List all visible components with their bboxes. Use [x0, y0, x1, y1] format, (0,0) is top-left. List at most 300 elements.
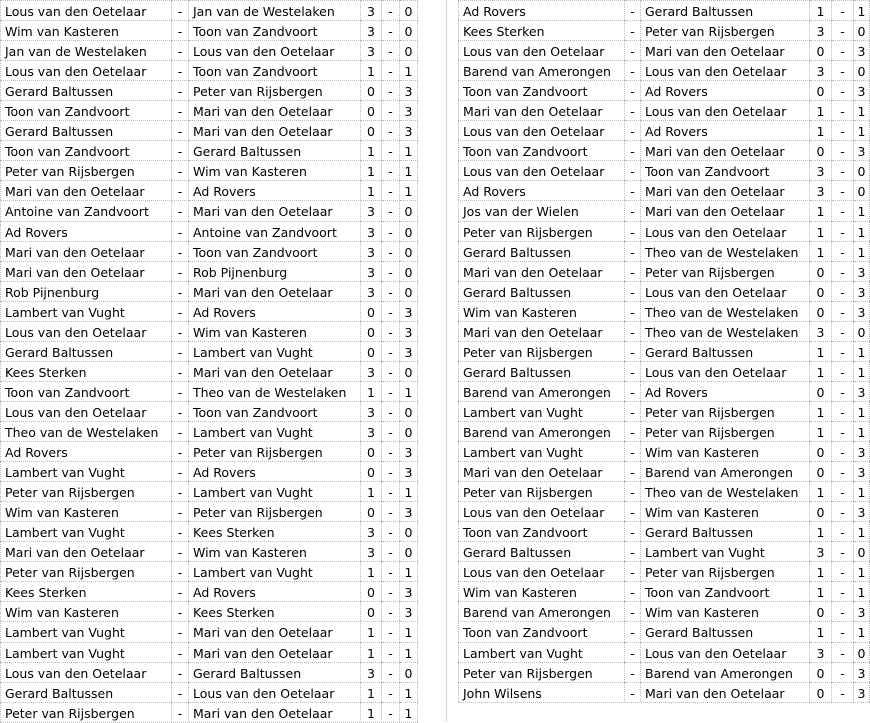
- score-separator-cell[interactable]: -: [382, 341, 400, 361]
- home-score-cell[interactable]: 0: [810, 501, 832, 521]
- home-player-cell[interactable]: Lambert van Vught: [0, 642, 172, 662]
- away-score-cell[interactable]: 1: [854, 120, 870, 140]
- home-player-cell[interactable]: Toon van Zandvoort: [458, 80, 625, 100]
- home-player-cell[interactable]: Ad Rovers: [0, 221, 172, 241]
- away-score-cell[interactable]: 0: [400, 200, 418, 220]
- away-player-cell[interactable]: Peter van Rijsbergen: [641, 401, 810, 421]
- home-player-cell[interactable]: Wim van Kasteren: [0, 501, 172, 521]
- home-score-cell[interactable]: 1: [810, 361, 832, 381]
- home-score-cell[interactable]: 1: [810, 0, 832, 20]
- score-separator-cell[interactable]: -: [832, 40, 854, 60]
- home-score-cell[interactable]: 0: [361, 461, 382, 481]
- away-score-cell[interactable]: 3: [400, 501, 418, 521]
- score-separator-cell[interactable]: -: [382, 281, 400, 301]
- home-player-cell[interactable]: Mari van den Oetelaar: [458, 100, 625, 120]
- away-player-cell[interactable]: Mari van den Oetelaar: [641, 180, 810, 200]
- away-player-cell[interactable]: Jan van de Westelaken: [189, 0, 361, 20]
- home-player-cell[interactable]: Mari van den Oetelaar: [0, 261, 172, 281]
- score-separator-cell[interactable]: -: [382, 361, 400, 381]
- away-score-cell[interactable]: 1: [400, 682, 418, 702]
- home-player-cell[interactable]: Barend van Amerongen: [458, 60, 625, 80]
- away-score-cell[interactable]: 3: [854, 261, 870, 281]
- versus-dash-cell[interactable]: -: [172, 261, 189, 281]
- versus-dash-cell[interactable]: -: [172, 501, 189, 521]
- versus-dash-cell[interactable]: -: [625, 561, 641, 581]
- versus-dash-cell[interactable]: -: [172, 20, 189, 40]
- versus-dash-cell[interactable]: -: [172, 281, 189, 301]
- score-separator-cell[interactable]: -: [382, 581, 400, 601]
- versus-dash-cell[interactable]: -: [625, 682, 641, 702]
- home-player-cell[interactable]: Mari van den Oetelaar: [0, 241, 172, 261]
- home-player-cell[interactable]: Jan van de Westelaken: [0, 40, 172, 60]
- away-player-cell[interactable]: Wim van Kasteren: [189, 160, 361, 180]
- home-score-cell[interactable]: 1: [810, 521, 832, 541]
- away-player-cell[interactable]: Gerard Baltussen: [641, 0, 810, 20]
- versus-dash-cell[interactable]: -: [625, 401, 641, 421]
- home-player-cell[interactable]: Mari van den Oetelaar: [0, 180, 172, 200]
- home-score-cell[interactable]: 1: [810, 221, 832, 241]
- versus-dash-cell[interactable]: -: [625, 601, 641, 621]
- home-player-cell[interactable]: Gerard Baltussen: [0, 120, 172, 140]
- versus-dash-cell[interactable]: -: [172, 662, 189, 682]
- score-separator-cell[interactable]: -: [832, 481, 854, 501]
- home-score-cell[interactable]: 1: [810, 120, 832, 140]
- versus-dash-cell[interactable]: -: [625, 60, 641, 80]
- score-separator-cell[interactable]: -: [832, 461, 854, 481]
- home-score-cell[interactable]: 0: [361, 581, 382, 601]
- away-score-cell[interactable]: 3: [400, 581, 418, 601]
- home-score-cell[interactable]: 0: [810, 140, 832, 160]
- versus-dash-cell[interactable]: -: [172, 702, 189, 722]
- versus-dash-cell[interactable]: -: [172, 160, 189, 180]
- versus-dash-cell[interactable]: -: [172, 120, 189, 140]
- versus-dash-cell[interactable]: -: [625, 221, 641, 241]
- home-player-cell[interactable]: Lous van den Oetelaar: [458, 501, 625, 521]
- away-score-cell[interactable]: 0: [400, 261, 418, 281]
- home-score-cell[interactable]: 1: [810, 481, 832, 501]
- home-score-cell[interactable]: 3: [810, 20, 832, 40]
- score-separator-cell[interactable]: -: [832, 521, 854, 541]
- away-score-cell[interactable]: 1: [854, 521, 870, 541]
- score-separator-cell[interactable]: -: [382, 0, 400, 20]
- home-player-cell[interactable]: Lous van den Oetelaar: [0, 401, 172, 421]
- home-player-cell[interactable]: Toon van Zandvoort: [458, 140, 625, 160]
- away-player-cell[interactable]: Lous van den Oetelaar: [641, 100, 810, 120]
- home-score-cell[interactable]: 1: [810, 561, 832, 581]
- versus-dash-cell[interactable]: -: [625, 341, 641, 361]
- home-score-cell[interactable]: 1: [361, 60, 382, 80]
- away-player-cell[interactable]: Theo van de Westelaken: [641, 481, 810, 501]
- versus-dash-cell[interactable]: -: [625, 662, 641, 682]
- score-separator-cell[interactable]: -: [832, 341, 854, 361]
- score-separator-cell[interactable]: -: [382, 461, 400, 481]
- score-separator-cell[interactable]: -: [382, 501, 400, 521]
- score-separator-cell[interactable]: -: [832, 561, 854, 581]
- score-separator-cell[interactable]: -: [832, 401, 854, 421]
- away-player-cell[interactable]: Peter van Rijsbergen: [189, 441, 361, 461]
- home-player-cell[interactable]: Wim van Kasteren: [0, 20, 172, 40]
- score-separator-cell[interactable]: -: [832, 662, 854, 682]
- versus-dash-cell[interactable]: -: [625, 160, 641, 180]
- away-score-cell[interactable]: 1: [854, 361, 870, 381]
- away-player-cell[interactable]: Theo van de Westelaken: [641, 321, 810, 341]
- home-score-cell[interactable]: 0: [361, 341, 382, 361]
- away-player-cell[interactable]: Ad Rovers: [189, 180, 361, 200]
- versus-dash-cell[interactable]: -: [625, 541, 641, 561]
- away-player-cell[interactable]: Peter van Rijsbergen: [189, 501, 361, 521]
- score-separator-cell[interactable]: -: [382, 241, 400, 261]
- home-score-cell[interactable]: 3: [361, 662, 382, 682]
- versus-dash-cell[interactable]: -: [625, 180, 641, 200]
- home-score-cell[interactable]: 0: [361, 80, 382, 100]
- versus-dash-cell[interactable]: -: [172, 521, 189, 541]
- home-player-cell[interactable]: Mari van den Oetelaar: [458, 461, 625, 481]
- away-player-cell[interactable]: Theo van de Westelaken: [641, 241, 810, 261]
- score-separator-cell[interactable]: -: [832, 180, 854, 200]
- home-player-cell[interactable]: Peter van Rijsbergen: [458, 221, 625, 241]
- away-player-cell[interactable]: Lambert van Vught: [641, 541, 810, 561]
- home-score-cell[interactable]: 3: [361, 0, 382, 20]
- versus-dash-cell[interactable]: -: [625, 80, 641, 100]
- home-player-cell[interactable]: Toon van Zandvoort: [0, 100, 172, 120]
- versus-dash-cell[interactable]: -: [172, 621, 189, 641]
- versus-dash-cell[interactable]: -: [625, 381, 641, 401]
- home-player-cell[interactable]: Wim van Kasteren: [458, 301, 625, 321]
- home-score-cell[interactable]: 3: [810, 160, 832, 180]
- score-separator-cell[interactable]: -: [382, 200, 400, 220]
- versus-dash-cell[interactable]: -: [625, 321, 641, 341]
- score-separator-cell[interactable]: -: [832, 601, 854, 621]
- score-separator-cell[interactable]: -: [832, 20, 854, 40]
- home-score-cell[interactable]: 1: [810, 200, 832, 220]
- away-score-cell[interactable]: 3: [854, 140, 870, 160]
- away-player-cell[interactable]: Lous van den Oetelaar: [189, 682, 361, 702]
- away-player-cell[interactable]: Ad Rovers: [189, 301, 361, 321]
- away-score-cell[interactable]: 3: [400, 441, 418, 461]
- away-score-cell[interactable]: 3: [400, 341, 418, 361]
- score-separator-cell[interactable]: -: [382, 682, 400, 702]
- away-player-cell[interactable]: Wim van Kasteren: [189, 541, 361, 561]
- home-player-cell[interactable]: John Wilsens: [458, 682, 625, 702]
- away-score-cell[interactable]: 1: [400, 60, 418, 80]
- home-player-cell[interactable]: Lous van den Oetelaar: [0, 662, 172, 682]
- away-score-cell[interactable]: 0: [400, 281, 418, 301]
- home-score-cell[interactable]: 1: [361, 381, 382, 401]
- away-player-cell[interactable]: Lous van den Oetelaar: [189, 40, 361, 60]
- versus-dash-cell[interactable]: -: [625, 100, 641, 120]
- away-score-cell[interactable]: 3: [854, 662, 870, 682]
- home-score-cell[interactable]: 3: [810, 642, 832, 662]
- away-score-cell[interactable]: 0: [400, 361, 418, 381]
- score-separator-cell[interactable]: -: [832, 160, 854, 180]
- home-score-cell[interactable]: 0: [810, 261, 832, 281]
- versus-dash-cell[interactable]: -: [172, 0, 189, 20]
- versus-dash-cell[interactable]: -: [625, 301, 641, 321]
- home-score-cell[interactable]: 0: [361, 501, 382, 521]
- home-score-cell[interactable]: 0: [810, 301, 832, 321]
- home-score-cell[interactable]: 1: [361, 180, 382, 200]
- versus-dash-cell[interactable]: -: [172, 401, 189, 421]
- away-player-cell[interactable]: Theo van de Westelaken: [641, 301, 810, 321]
- away-player-cell[interactable]: Ad Rovers: [641, 120, 810, 140]
- away-player-cell[interactable]: Toon van Zandvoort: [189, 401, 361, 421]
- score-separator-cell[interactable]: -: [382, 521, 400, 541]
- home-score-cell[interactable]: 0: [810, 682, 832, 702]
- away-player-cell[interactable]: Mari van den Oetelaar: [189, 621, 361, 641]
- away-player-cell[interactable]: Kees Sterken: [189, 601, 361, 621]
- away-score-cell[interactable]: 0: [400, 541, 418, 561]
- home-score-cell[interactable]: 3: [810, 180, 832, 200]
- home-score-cell[interactable]: 0: [810, 40, 832, 60]
- home-player-cell[interactable]: Lous van den Oetelaar: [458, 120, 625, 140]
- home-player-cell[interactable]: Toon van Zandvoort: [458, 521, 625, 541]
- home-score-cell[interactable]: 1: [810, 100, 832, 120]
- home-player-cell[interactable]: Peter van Rijsbergen: [0, 481, 172, 501]
- home-player-cell[interactable]: Barend van Amerongen: [458, 381, 625, 401]
- home-player-cell[interactable]: Kees Sterken: [0, 581, 172, 601]
- away-score-cell[interactable]: 0: [854, 60, 870, 80]
- away-player-cell[interactable]: Barend van Amerongen: [641, 461, 810, 481]
- away-score-cell[interactable]: 3: [400, 461, 418, 481]
- versus-dash-cell[interactable]: -: [625, 120, 641, 140]
- away-score-cell[interactable]: 1: [400, 702, 418, 722]
- away-score-cell[interactable]: 0: [400, 20, 418, 40]
- away-player-cell[interactable]: Mari van den Oetelaar: [641, 140, 810, 160]
- versus-dash-cell[interactable]: -: [172, 461, 189, 481]
- home-score-cell[interactable]: 0: [810, 461, 832, 481]
- home-player-cell[interactable]: Kees Sterken: [0, 361, 172, 381]
- score-separator-cell[interactable]: -: [832, 221, 854, 241]
- away-player-cell[interactable]: Peter van Rijsbergen: [641, 20, 810, 40]
- away-player-cell[interactable]: Wim van Kasteren: [641, 501, 810, 521]
- away-player-cell[interactable]: Toon van Zandvoort: [189, 20, 361, 40]
- away-score-cell[interactable]: 3: [400, 321, 418, 341]
- away-score-cell[interactable]: 0: [400, 40, 418, 60]
- versus-dash-cell[interactable]: -: [172, 301, 189, 321]
- away-player-cell[interactable]: Peter van Rijsbergen: [641, 561, 810, 581]
- versus-dash-cell[interactable]: -: [625, 461, 641, 481]
- away-score-cell[interactable]: 0: [854, 321, 870, 341]
- away-score-cell[interactable]: 3: [854, 441, 870, 461]
- away-score-cell[interactable]: 0: [400, 221, 418, 241]
- home-score-cell[interactable]: 1: [810, 241, 832, 261]
- away-score-cell[interactable]: 1: [854, 100, 870, 120]
- away-player-cell[interactable]: Mari van den Oetelaar: [189, 361, 361, 381]
- score-separator-cell[interactable]: -: [832, 421, 854, 441]
- away-player-cell[interactable]: Lous van den Oetelaar: [641, 60, 810, 80]
- away-score-cell[interactable]: 3: [854, 601, 870, 621]
- home-score-cell[interactable]: 3: [361, 281, 382, 301]
- score-separator-cell[interactable]: -: [832, 321, 854, 341]
- home-player-cell[interactable]: Gerard Baltussen: [458, 361, 625, 381]
- away-score-cell[interactable]: 1: [854, 481, 870, 501]
- score-separator-cell[interactable]: -: [832, 140, 854, 160]
- versus-dash-cell[interactable]: -: [172, 541, 189, 561]
- away-player-cell[interactable]: Ad Rovers: [189, 461, 361, 481]
- home-score-cell[interactable]: 0: [361, 301, 382, 321]
- home-score-cell[interactable]: 3: [361, 401, 382, 421]
- home-score-cell[interactable]: 1: [361, 140, 382, 160]
- home-player-cell[interactable]: Gerard Baltussen: [0, 682, 172, 702]
- away-player-cell[interactable]: Gerard Baltussen: [189, 662, 361, 682]
- away-player-cell[interactable]: Antoine van Zandvoort: [189, 221, 361, 241]
- away-player-cell[interactable]: Toon van Zandvoort: [641, 160, 810, 180]
- away-score-cell[interactable]: 1: [854, 341, 870, 361]
- away-score-cell[interactable]: 1: [854, 421, 870, 441]
- away-score-cell[interactable]: 1: [854, 621, 870, 641]
- home-player-cell[interactable]: Peter van Rijsbergen: [458, 481, 625, 501]
- score-separator-cell[interactable]: -: [382, 120, 400, 140]
- score-separator-cell[interactable]: -: [382, 40, 400, 60]
- score-separator-cell[interactable]: -: [382, 561, 400, 581]
- away-score-cell[interactable]: 1: [854, 200, 870, 220]
- score-separator-cell[interactable]: -: [832, 120, 854, 140]
- versus-dash-cell[interactable]: -: [625, 200, 641, 220]
- score-separator-cell[interactable]: -: [832, 281, 854, 301]
- home-player-cell[interactable]: Lous van den Oetelaar: [458, 160, 625, 180]
- score-separator-cell[interactable]: -: [382, 160, 400, 180]
- score-separator-cell[interactable]: -: [382, 261, 400, 281]
- score-separator-cell[interactable]: -: [832, 261, 854, 281]
- versus-dash-cell[interactable]: -: [625, 441, 641, 461]
- home-player-cell[interactable]: Wim van Kasteren: [458, 581, 625, 601]
- away-score-cell[interactable]: 0: [854, 160, 870, 180]
- score-separator-cell[interactable]: -: [382, 642, 400, 662]
- home-player-cell[interactable]: Barend van Amerongen: [458, 421, 625, 441]
- away-score-cell[interactable]: 3: [400, 601, 418, 621]
- away-score-cell[interactable]: 1: [400, 381, 418, 401]
- home-player-cell[interactable]: Lous van den Oetelaar: [458, 561, 625, 581]
- home-player-cell[interactable]: Lambert van Vught: [0, 301, 172, 321]
- home-score-cell[interactable]: 0: [810, 381, 832, 401]
- versus-dash-cell[interactable]: -: [172, 561, 189, 581]
- score-separator-cell[interactable]: -: [382, 180, 400, 200]
- home-player-cell[interactable]: Lambert van Vught: [0, 461, 172, 481]
- home-score-cell[interactable]: 3: [361, 241, 382, 261]
- home-score-cell[interactable]: 1: [361, 682, 382, 702]
- score-separator-cell[interactable]: -: [832, 581, 854, 601]
- versus-dash-cell[interactable]: -: [172, 40, 189, 60]
- away-player-cell[interactable]: Lambert van Vught: [189, 341, 361, 361]
- away-score-cell[interactable]: 1: [400, 160, 418, 180]
- home-player-cell[interactable]: Peter van Rijsbergen: [458, 341, 625, 361]
- home-player-cell[interactable]: Mari van den Oetelaar: [458, 321, 625, 341]
- away-score-cell[interactable]: 1: [854, 241, 870, 261]
- home-player-cell[interactable]: Gerard Baltussen: [0, 80, 172, 100]
- home-player-cell[interactable]: Lous van den Oetelaar: [0, 0, 172, 20]
- home-score-cell[interactable]: 1: [361, 702, 382, 722]
- home-score-cell[interactable]: 3: [810, 321, 832, 341]
- away-player-cell[interactable]: Wim van Kasteren: [641, 441, 810, 461]
- away-player-cell[interactable]: Lous van den Oetelaar: [641, 281, 810, 301]
- home-score-cell[interactable]: 0: [810, 662, 832, 682]
- home-player-cell[interactable]: Lambert van Vught: [458, 642, 625, 662]
- away-score-cell[interactable]: 3: [854, 80, 870, 100]
- away-score-cell[interactable]: 0: [400, 421, 418, 441]
- away-score-cell[interactable]: 1: [854, 0, 870, 20]
- home-score-cell[interactable]: 3: [361, 40, 382, 60]
- home-score-cell[interactable]: 3: [361, 200, 382, 220]
- score-separator-cell[interactable]: -: [832, 60, 854, 80]
- versus-dash-cell[interactable]: -: [172, 100, 189, 120]
- score-separator-cell[interactable]: -: [382, 381, 400, 401]
- score-separator-cell[interactable]: -: [832, 642, 854, 662]
- home-score-cell[interactable]: 3: [810, 60, 832, 80]
- score-separator-cell[interactable]: -: [832, 0, 854, 20]
- away-player-cell[interactable]: Mari van den Oetelaar: [641, 682, 810, 702]
- away-score-cell[interactable]: 3: [854, 281, 870, 301]
- home-player-cell[interactable]: Lous van den Oetelaar: [0, 321, 172, 341]
- home-player-cell[interactable]: Mari van den Oetelaar: [0, 541, 172, 561]
- versus-dash-cell[interactable]: -: [172, 361, 189, 381]
- away-player-cell[interactable]: Mari van den Oetelaar: [189, 120, 361, 140]
- home-score-cell[interactable]: 1: [810, 621, 832, 641]
- away-player-cell[interactable]: Wim van Kasteren: [189, 321, 361, 341]
- away-score-cell[interactable]: 3: [854, 501, 870, 521]
- away-score-cell[interactable]: 1: [854, 561, 870, 581]
- away-player-cell[interactable]: Kees Sterken: [189, 521, 361, 541]
- home-score-cell[interactable]: 0: [361, 120, 382, 140]
- score-separator-cell[interactable]: -: [832, 621, 854, 641]
- versus-dash-cell[interactable]: -: [625, 241, 641, 261]
- home-score-cell[interactable]: 0: [810, 281, 832, 301]
- home-player-cell[interactable]: Lous van den Oetelaar: [458, 40, 625, 60]
- versus-dash-cell[interactable]: -: [625, 20, 641, 40]
- home-score-cell[interactable]: 1: [361, 621, 382, 641]
- away-player-cell[interactable]: Ad Rovers: [189, 581, 361, 601]
- home-player-cell[interactable]: Toon van Zandvoort: [0, 381, 172, 401]
- away-player-cell[interactable]: Lous van den Oetelaar: [641, 361, 810, 381]
- away-player-cell[interactable]: Toon van Zandvoort: [189, 241, 361, 261]
- home-player-cell[interactable]: Lambert van Vught: [458, 441, 625, 461]
- away-score-cell[interactable]: 1: [400, 180, 418, 200]
- home-player-cell[interactable]: Wim van Kasteren: [0, 601, 172, 621]
- away-player-cell[interactable]: Mari van den Oetelaar: [641, 40, 810, 60]
- score-separator-cell[interactable]: -: [382, 321, 400, 341]
- home-score-cell[interactable]: 0: [810, 80, 832, 100]
- versus-dash-cell[interactable]: -: [172, 421, 189, 441]
- home-player-cell[interactable]: Gerard Baltussen: [0, 341, 172, 361]
- versus-dash-cell[interactable]: -: [172, 642, 189, 662]
- home-score-cell[interactable]: 1: [361, 642, 382, 662]
- away-player-cell[interactable]: Lambert van Vught: [189, 421, 361, 441]
- home-score-cell[interactable]: 0: [361, 100, 382, 120]
- away-score-cell[interactable]: 3: [854, 461, 870, 481]
- home-player-cell[interactable]: Peter van Rijsbergen: [0, 702, 172, 722]
- away-score-cell[interactable]: 3: [400, 80, 418, 100]
- away-score-cell[interactable]: 0: [854, 642, 870, 662]
- home-score-cell[interactable]: 1: [810, 401, 832, 421]
- away-score-cell[interactable]: 1: [400, 140, 418, 160]
- versus-dash-cell[interactable]: -: [172, 341, 189, 361]
- away-player-cell[interactable]: Mari van den Oetelaar: [189, 702, 361, 722]
- away-score-cell[interactable]: 0: [854, 541, 870, 561]
- away-score-cell[interactable]: 3: [400, 100, 418, 120]
- away-score-cell[interactable]: 0: [400, 0, 418, 20]
- versus-dash-cell[interactable]: -: [172, 140, 189, 160]
- score-separator-cell[interactable]: -: [382, 702, 400, 722]
- score-separator-cell[interactable]: -: [382, 140, 400, 160]
- home-player-cell[interactable]: Gerard Baltussen: [458, 281, 625, 301]
- home-player-cell[interactable]: Peter van Rijsbergen: [458, 662, 625, 682]
- home-score-cell[interactable]: 3: [361, 521, 382, 541]
- away-player-cell[interactable]: Toon van Zandvoort: [189, 60, 361, 80]
- score-separator-cell[interactable]: -: [382, 401, 400, 421]
- versus-dash-cell[interactable]: -: [625, 521, 641, 541]
- away-player-cell[interactable]: Ad Rovers: [641, 80, 810, 100]
- home-player-cell[interactable]: Lambert van Vught: [0, 521, 172, 541]
- score-separator-cell[interactable]: -: [832, 80, 854, 100]
